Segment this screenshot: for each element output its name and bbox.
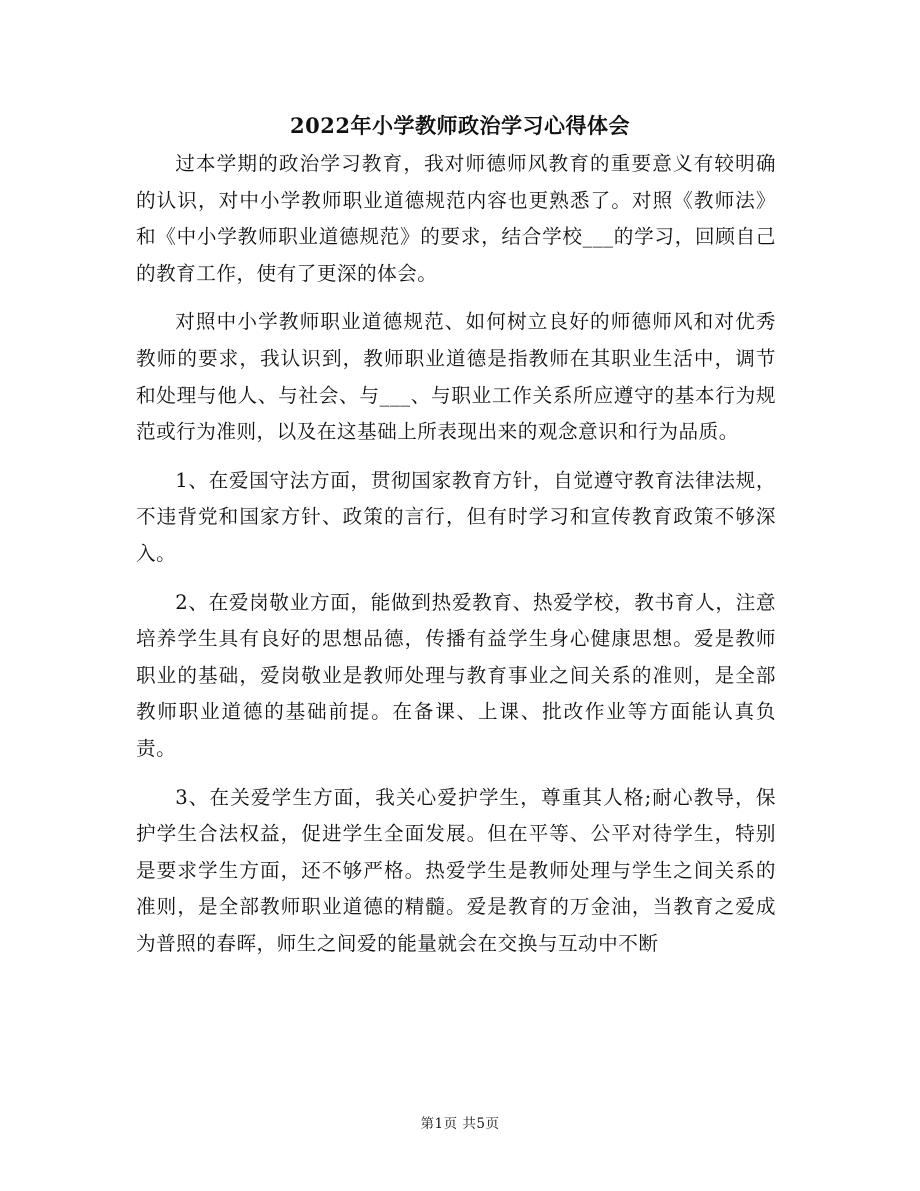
paragraph-intro: 过本学期的政治学习教育，我对师德师风教育的重要意义有较明确的认识，对中小学教师职业道德规范内容也更熟悉了。对照《教师法》和《中小学教师职业道德规范》的要求，结合学校___的学习，回顾自己的教育工作，使有了更深的体会。 <box>136 152 776 285</box>
document-body <box>136 146 776 974</box>
paragraph-point-2: 2、在爱岗敬业方面，能做到热爱教育、热爱学校，教书育人，注意培养学生具有良好的思想品德，传播有益学生身心健康思想。爱是教师职业的基础，爱岗敬业是教师处理与教育事业之间关系的准则，是全部教师职业道德的基础前提。在备课、上课、批改作业等方面能认真负责。 <box>136 590 776 760</box>
paragraph-point-3: 3、在关爱学生方面，我关心爱护学生，尊重其人格;耐心教导，保护学生合法权益，促进学生全面发展。但在平等、公平对待学生，特别是要求学生方面，还不够严格。热爱学生是教师处理与学生之间关系的准则，是全部教师职业道德的精髓。爱是教育的万金油，当教育之爱成为普照的春晖，师生之间爱的能量就会在交换与互动中不断 <box>136 785 776 955</box>
paragraph-understanding: 对照中小学教师职业道德规范、如何树立良好的师德师风和对优秀教师的要求，我认识到，教师职业道德是指教师在其职业生活中，调节和处理与他人、与社会、与___、与职业工作关系所应遵守的基本行为规范或行为准则，以及在这基础上所表现出来的观念意识和行为品质。 <box>136 310 776 444</box>
paragraph-point-1: 1、在爱国守法方面，贯彻国家教育方针，自觉遵守教育法律法规，不违背党和国家方针、政策的言行，但有时学习和宣传教育政策不够深入。 <box>136 468 776 565</box>
page-footer: 第1页 共5页 <box>420 1116 500 1132</box>
page-title: 2022年小学教师政治学习心得体会 <box>290 113 630 138</box>
